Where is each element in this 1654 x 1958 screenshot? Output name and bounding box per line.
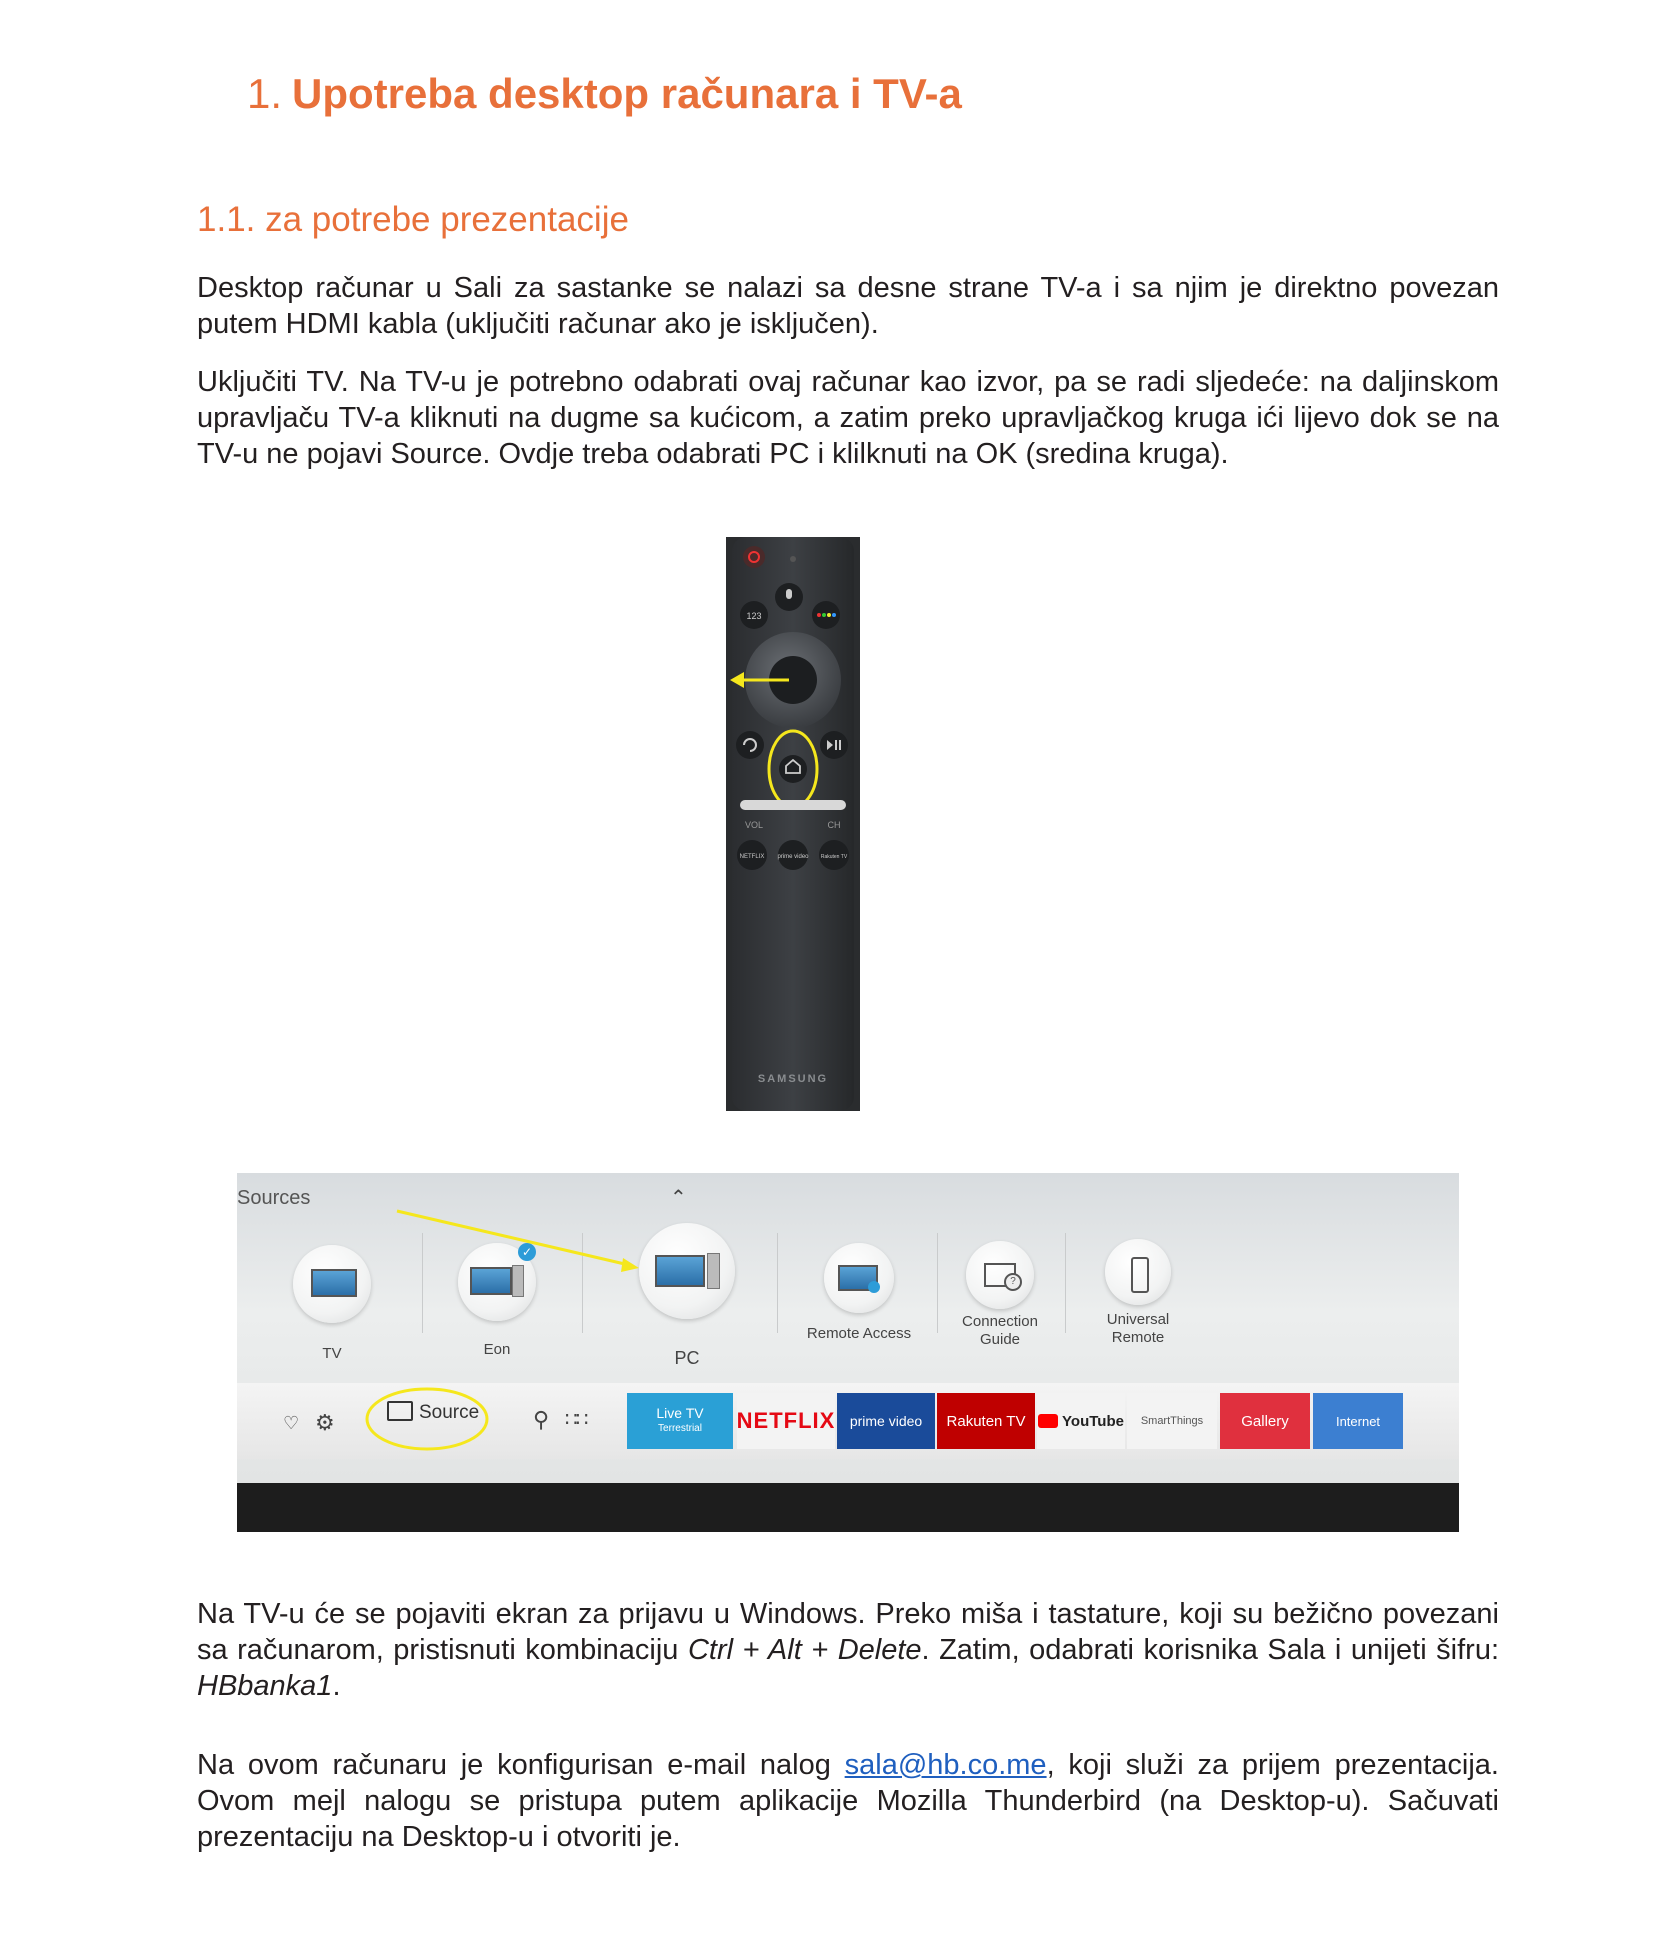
email-link[interactable]: sala@hb.co.me bbox=[844, 1749, 1047, 1781]
play-pause-button bbox=[820, 731, 848, 759]
youtube-play-icon bbox=[1038, 1414, 1058, 1428]
paragraph-windows-login: Na TV-u će se pojaviti ekran za prijavu u Windows. Preko miša i tastature, koji su bežično povezani sa računarom, pristisnuti kombinaciju Ctrl + Alt + Delete. Zatim, odabrati korisnika Sala i unijeti šifru: HBbanka1. bbox=[197, 1598, 1500, 1702]
volume-channel-rocker bbox=[740, 800, 846, 810]
check-badge-icon: ✓ bbox=[518, 1243, 536, 1261]
prime-video-tile: prime video bbox=[837, 1393, 935, 1449]
remote-control-photo bbox=[726, 537, 860, 1111]
search-icon: ⚲ bbox=[533, 1407, 550, 1432]
sources-title: Sources bbox=[237, 1187, 311, 1209]
back-button bbox=[736, 731, 764, 759]
tv-sources-photo bbox=[237, 1173, 1459, 1532]
source-pc: PC bbox=[632, 1223, 742, 1367]
svg-text:VOL: VOL bbox=[744, 820, 764, 830]
internet-tile: Internet bbox=[1313, 1393, 1403, 1449]
paragraph-tv-source: Uključiti TV. Na TV-u je potrebno odabrati ovaj računar kao izvor, pa se radi sljedeće: na daljinskom upravljaču TV-a kliknuti na dugme sa kućicom, a zatim preko upravljačkog kruga ići lijevo dok se na TV-u ne pojavi Source. Ovdje treba odabrati PC i klilknuti na OK (sredina kruga). bbox=[197, 366, 1499, 470]
tv-screen bbox=[237, 1173, 1459, 1483]
power-button bbox=[743, 546, 765, 568]
remote-control-illustration bbox=[726, 537, 860, 1111]
svg-text:prime video: prime video bbox=[777, 854, 809, 860]
source-tv: TV bbox=[287, 1245, 377, 1363]
section-number: 1. bbox=[247, 70, 283, 117]
section-title: Upotreba desktop računara i TV-a bbox=[292, 70, 962, 117]
password-text: HBbanka1 bbox=[197, 1670, 333, 1702]
gallery-tile: Gallery bbox=[1220, 1393, 1310, 1449]
bell-icon: ♡ bbox=[283, 1413, 300, 1433]
section-heading bbox=[247, 70, 962, 118]
paragraph-hdmi: Desktop računar u Sali za sastanke se nalazi sa desne strane TV-a i sa njim je direktno povezan putem HDMI kabla (uključiti računar ako je isključen). bbox=[197, 272, 1499, 340]
youtube-tile: YouTube bbox=[1037, 1393, 1125, 1449]
paragraph-email: Na ovom računaru je konfigurisan e-mail nalog sala@hb.co.me, koji služi za prijem prezentacija. Ovom mejl nalogu se pristupa putem aplikacije Mozilla Thunderbird (na Desktop-u). Sačuvati prezentaciju na Desktop-u i otvoriti je. bbox=[197, 1749, 1499, 1853]
rakuten-tile: Rakuten TV bbox=[937, 1393, 1035, 1449]
universal-remote-icon bbox=[1105, 1239, 1171, 1305]
source-universal-remote: Universal Remote bbox=[1083, 1239, 1193, 1347]
source-menu-item: Source bbox=[387, 1401, 479, 1424]
key-combination: Ctrl + Alt + Delete bbox=[687, 1634, 922, 1666]
source-eon: ✓ Eon bbox=[452, 1243, 542, 1359]
remote-access-icon bbox=[824, 1243, 894, 1313]
samsung-logo: SAMSUNG bbox=[757, 1073, 829, 1085]
subsection-heading: 1.1. za potrebe prezentacije bbox=[197, 200, 629, 239]
source-connection-guide: ? Connection Guide bbox=[945, 1241, 1055, 1349]
apps-icon: ∷∷ bbox=[565, 1409, 587, 1431]
gear-icon: ⚙ bbox=[315, 1410, 335, 1435]
connection-guide-icon: ? bbox=[966, 1241, 1034, 1309]
svg-text:NETFLIX: NETFLIX bbox=[739, 854, 765, 860]
tv-home-bar bbox=[237, 1383, 1459, 1459]
source-highlight-annotation bbox=[362, 1385, 492, 1453]
svg-text:123: 123 bbox=[746, 611, 762, 621]
source-remote-access: Remote Access bbox=[792, 1243, 926, 1343]
smartthings-tile: SmartThings bbox=[1127, 1393, 1217, 1449]
svg-text:CH: CH bbox=[827, 820, 841, 830]
svg-text:Rakuten TV: Rakuten TV bbox=[820, 854, 848, 860]
netflix-tile: NETFLIX bbox=[737, 1393, 835, 1449]
tv-stand-area bbox=[237, 1483, 1459, 1532]
chevron-up-icon: ⌃ bbox=[670, 1187, 687, 1209]
live-tv-tile: Live TV Terrestrial bbox=[627, 1393, 733, 1449]
